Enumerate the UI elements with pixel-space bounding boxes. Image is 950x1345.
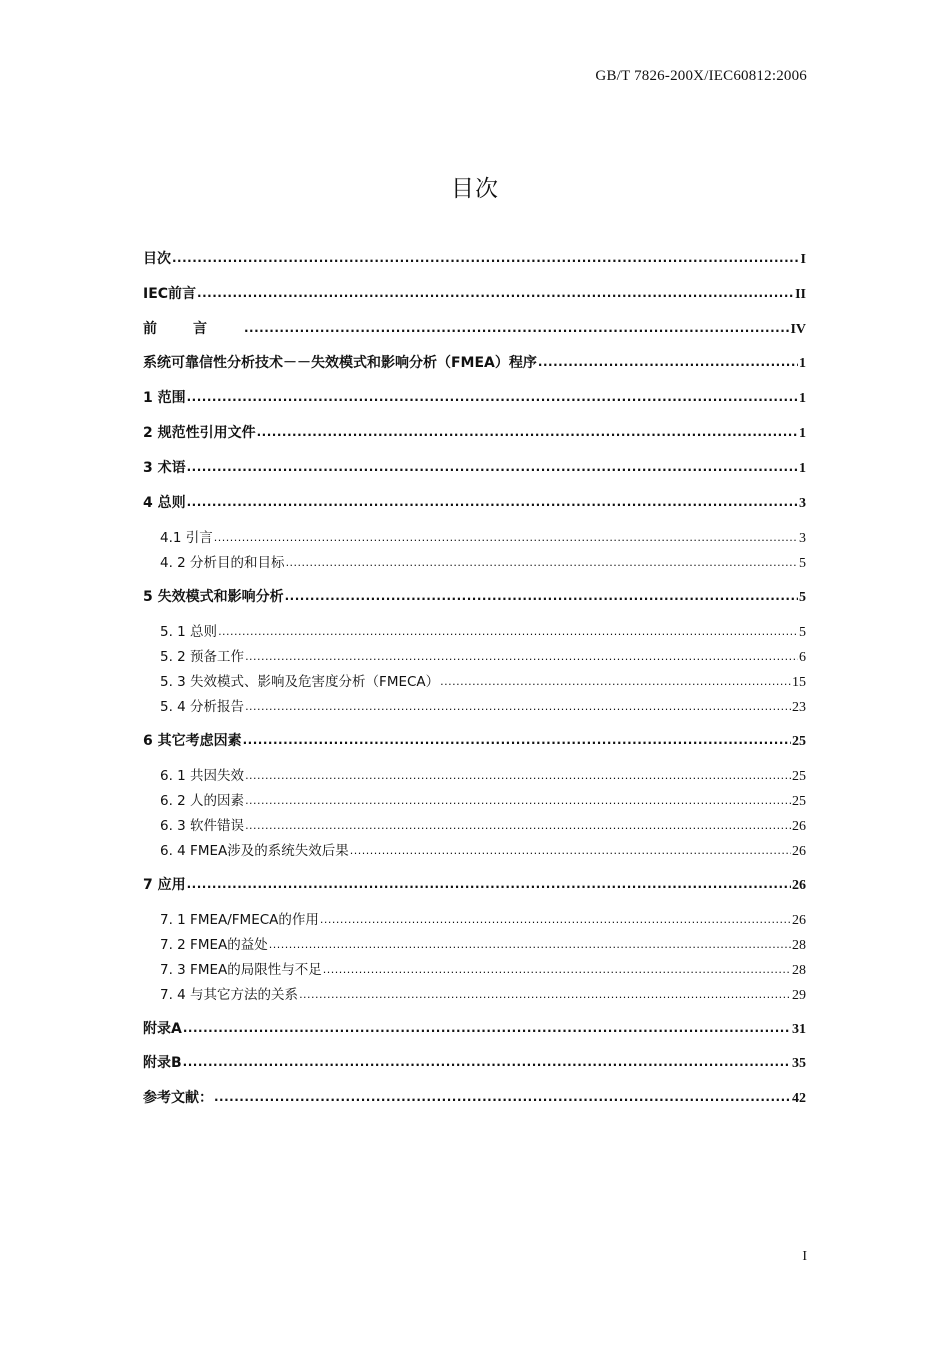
toc-entry-label: 附录A bbox=[143, 1020, 182, 1037]
toc-entry-page: II bbox=[795, 286, 806, 302]
toc-entry-label: 5. 1 总则 bbox=[160, 623, 218, 640]
toc-entry-page: I bbox=[800, 252, 806, 267]
toc-entry-main-title[interactable] bbox=[143, 352, 806, 377]
toc-entry-page: 23 bbox=[792, 699, 806, 715]
toc-entry-label: 5. 2 预备工作 bbox=[160, 648, 245, 665]
table-of-contents bbox=[143, 248, 806, 1112]
toc-entry-label: 6 其它考虑因素 bbox=[143, 732, 242, 749]
toc-entry-label: 4.1 引言 bbox=[160, 529, 213, 546]
toc-entry-fmeca[interactable] bbox=[143, 670, 806, 695]
toc-entry-page: 3 bbox=[799, 495, 806, 511]
toc-entry-foreword[interactable] bbox=[143, 318, 806, 343]
dot-leader bbox=[299, 986, 791, 1002]
dot-leader bbox=[244, 320, 789, 336]
dot-leader bbox=[243, 732, 791, 748]
toc-entry-iec-foreword[interactable] bbox=[143, 283, 806, 308]
dot-leader bbox=[245, 767, 791, 783]
toc-entry-fmea-use[interactable] bbox=[143, 908, 806, 933]
toc-entry-software-errors[interactable] bbox=[143, 814, 806, 839]
toc-entry-label: 4. 2 分析目的和目标 bbox=[160, 554, 285, 571]
toc-entry-label: 参考文献： bbox=[143, 1090, 213, 1107]
dot-leader bbox=[197, 285, 794, 301]
toc-entry-objectives[interactable] bbox=[143, 551, 806, 576]
toc-entry-page: 5 bbox=[799, 555, 806, 571]
toc-entry-fmea-general[interactable] bbox=[143, 620, 806, 645]
toc-entry-page: 28 bbox=[792, 962, 806, 978]
toc-entry-page: 5 bbox=[799, 589, 806, 605]
dot-leader bbox=[245, 792, 791, 808]
toc-entry-page: IV bbox=[790, 321, 806, 337]
dot-leader bbox=[183, 1020, 791, 1036]
dot-leader bbox=[187, 876, 791, 892]
toc-entry-fmea[interactable] bbox=[143, 586, 806, 611]
toc-entry-preliminary-tasks[interactable] bbox=[143, 645, 806, 670]
toc-entry-label: 6. 1 共因失效 bbox=[160, 767, 245, 784]
dot-leader bbox=[245, 648, 798, 664]
dot-leader bbox=[187, 459, 798, 475]
toc-entry-page: 26 bbox=[792, 843, 806, 859]
toc-entry-label: 5 失效模式和影响分析 bbox=[143, 588, 284, 605]
toc-entry-page: 25 bbox=[792, 793, 806, 809]
dot-leader bbox=[214, 529, 798, 545]
toc-entry-label: 4 总则 bbox=[143, 494, 186, 511]
dot-leader bbox=[320, 911, 791, 927]
toc-entry-scope[interactable] bbox=[143, 387, 806, 412]
toc-entry-page: 25 bbox=[792, 733, 806, 749]
dot-leader bbox=[214, 1089, 791, 1105]
toc-entry-label: 6. 2 人的因素 bbox=[160, 792, 245, 809]
toc-entry-label: 7. 3 FMEA的局限性与不足 bbox=[160, 961, 322, 978]
dot-leader bbox=[269, 936, 791, 952]
toc-entry-other-considerations[interactable] bbox=[143, 730, 806, 755]
toc-entry-label: 系统可靠信性分析技术－－失效模式和影响分析（FMEA）程序 bbox=[143, 355, 537, 372]
dot-leader bbox=[218, 623, 798, 639]
toc-entry-human-factors[interactable] bbox=[143, 789, 806, 814]
toc-entry-label: 6. 4 FMEA涉及的系统失效后果 bbox=[160, 842, 349, 859]
toc-entry-page: 26 bbox=[792, 818, 806, 834]
dot-leader bbox=[187, 494, 798, 510]
toc-entry-label: 5. 3 失效模式、影响及危害度分析（FMECA） bbox=[160, 673, 440, 690]
toc-entry-page: 1 bbox=[799, 391, 806, 407]
dot-leader bbox=[257, 424, 798, 440]
dot-leader bbox=[350, 842, 791, 858]
toc-entry-page: 25 bbox=[792, 768, 806, 784]
toc-entry-page: 1 bbox=[799, 356, 806, 372]
toc-entry-page: 26 bbox=[792, 912, 806, 928]
dot-leader bbox=[245, 817, 791, 833]
toc-entry-contents[interactable] bbox=[143, 248, 806, 273]
dot-leader bbox=[172, 250, 800, 266]
toc-entry-page: 26 bbox=[792, 877, 806, 893]
toc-entry-label: 附录B bbox=[143, 1055, 182, 1072]
toc-entry-label: 目次 bbox=[143, 251, 171, 267]
toc-entry-applications[interactable] bbox=[143, 874, 806, 899]
toc-entry-page: 31 bbox=[792, 1021, 806, 1037]
toc-entry-system-failure-consequences[interactable] bbox=[143, 839, 806, 864]
dot-leader bbox=[245, 698, 791, 714]
dot-leader bbox=[286, 554, 798, 570]
dot-leader bbox=[183, 1054, 791, 1070]
toc-entry-label: 7. 4 与其它方法的关系 bbox=[160, 986, 299, 1003]
toc-entry-fmea-benefits[interactable] bbox=[143, 933, 806, 958]
toc-entry-page: 35 bbox=[792, 1056, 806, 1072]
dot-leader bbox=[187, 389, 798, 405]
toc-entry-analysis-report[interactable] bbox=[143, 695, 806, 720]
toc-entry-page: 5 bbox=[799, 624, 806, 640]
page-title: 目次 bbox=[451, 176, 499, 202]
toc-entry-label: 3 术语 bbox=[143, 459, 186, 476]
toc-entry-common-cause[interactable] bbox=[143, 764, 806, 789]
dot-leader bbox=[285, 588, 798, 604]
toc-entry-label: 7 应用 bbox=[143, 876, 186, 893]
toc-entry-bibliography[interactable] bbox=[143, 1087, 806, 1112]
toc-entry-label: IEC前言 bbox=[143, 285, 197, 302]
toc-entry-label: 1 范围 bbox=[143, 390, 186, 407]
toc-entry-page: 15 bbox=[792, 674, 806, 690]
toc-entry-page: 42 bbox=[792, 1091, 806, 1107]
dot-leader bbox=[440, 673, 791, 689]
toc-entry-page: 3 bbox=[799, 530, 806, 546]
toc-entry-label: 6. 3 软件错误 bbox=[160, 817, 245, 834]
toc-entry-other-methods[interactable] bbox=[143, 983, 806, 1008]
toc-entry-normative-references[interactable] bbox=[143, 422, 806, 447]
toc-entry-page: 6 bbox=[799, 649, 806, 665]
dot-leader bbox=[323, 961, 791, 977]
dot-leader bbox=[538, 354, 798, 370]
toc-entry-label: 前言 bbox=[143, 320, 243, 337]
toc-entry-fmea-limitations[interactable] bbox=[143, 958, 806, 983]
toc-entry-label: 5. 4 分析报告 bbox=[160, 698, 245, 715]
toc-entry-page: 1 bbox=[799, 425, 806, 441]
toc-entry-appendix-b[interactable] bbox=[143, 1052, 806, 1077]
toc-entry-page: 1 bbox=[799, 460, 806, 476]
document-code: GB/T 7826-200X/IEC60812:2006 bbox=[595, 68, 807, 84]
toc-entry-label: 7. 2 FMEA的益处 bbox=[160, 936, 268, 953]
toc-entry-page: 29 bbox=[792, 987, 806, 1003]
toc-entry-introduction[interactable] bbox=[143, 526, 806, 551]
toc-entry-appendix-a[interactable] bbox=[143, 1018, 806, 1043]
toc-entry-general[interactable] bbox=[143, 492, 806, 517]
toc-entry-label: 2 规范性引用文件 bbox=[143, 424, 256, 441]
page-number: I bbox=[802, 1249, 807, 1264]
toc-entry-terms[interactable] bbox=[143, 457, 806, 482]
toc-entry-page: 28 bbox=[792, 937, 806, 953]
toc-entry-label: 7. 1 FMEA/FMECA的作用 bbox=[160, 911, 319, 928]
